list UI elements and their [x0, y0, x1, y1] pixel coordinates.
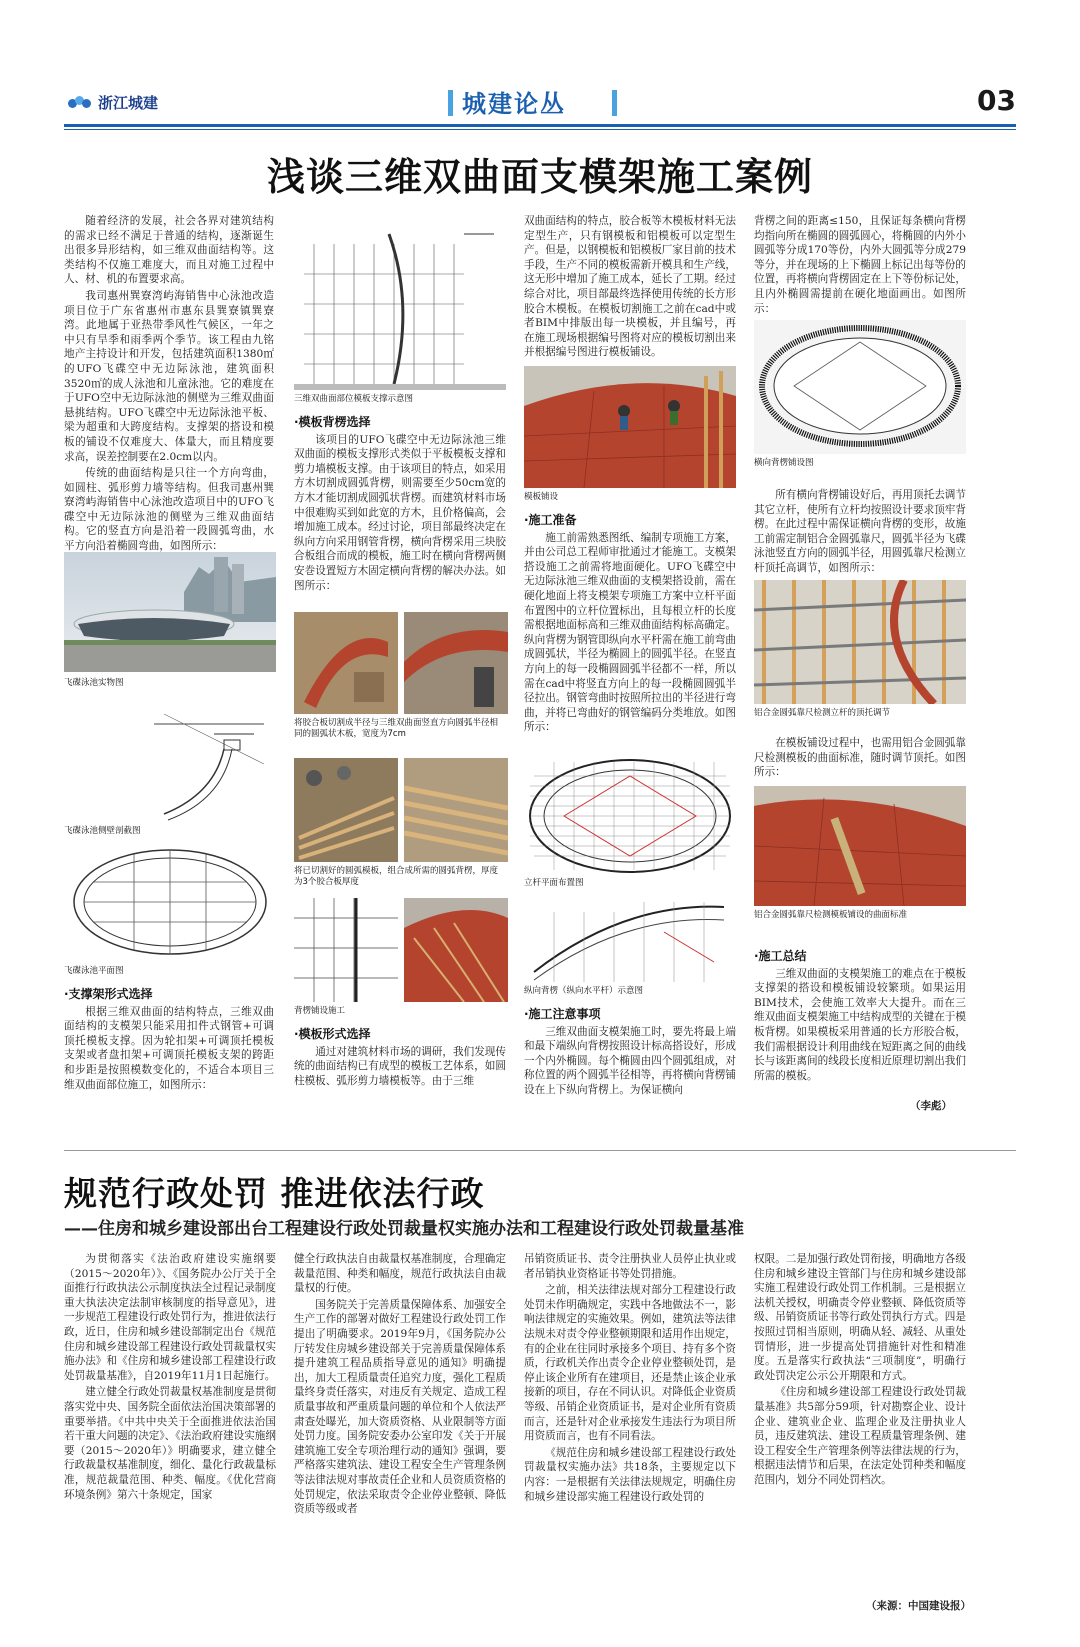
article2-paragraph: 健全行政执法自由裁量权基准制度，合理确定裁量范围、种类和幅度，规范行政执法自由裁量权的行使。 — [294, 1253, 506, 1295]
caption-pool-photo: 飞碟泳池实物图 — [64, 678, 124, 688]
header-rule — [64, 124, 1016, 127]
photo-ruler-poles — [754, 580, 966, 704]
article2-paragraph: 吊销资质证书、责令注册执业人员停止执业或者吊销执业资格证书等处罚措施。 — [524, 1253, 736, 1280]
article1-column-3-mid — [524, 508, 736, 737]
caption-combine: 将已切割好的圆弧模板，组合成所需的圆弧背楞，厚度为3个胶合板厚度 — [294, 866, 499, 887]
article1-paragraph: 根据三维双曲面的结构特点，三维双曲面结构的支模架只能采用扣件式钢管+可调顶托模板支撑。因为轮扣架+可调顶托模板支架或者盘扣架+可调顶托模板支架的跨距和步距是按照模数变化的，不适合本项目三维双曲面部位施工，如图所示： — [64, 1005, 274, 1091]
article2-paragraph: 为贯彻落实《法治政府建设实施纲要（2015～2020年）》、《国务院办公厅关于全面推行行政执法公示制度执法全过程记录制度重大执法决定法制审核制度的指导意见》，进一步规范工程建设行政处罚行为，推进依法行政，近日，住房和城乡建设部制定出台《规范住房和城乡建设部工程建设行政处罚裁量权实施办法》和《住房和城乡建设部工程建设行政处罚裁量基准》，自2019年11月1日起施行。 — [64, 1253, 276, 1382]
logo-icon — [68, 96, 92, 110]
photo-combine-1 — [294, 758, 398, 862]
heading-formwork-selection: ·模板形式选择 — [294, 1027, 371, 1041]
article2-column-4 — [754, 1252, 966, 1490]
caption-longitudinal-backing: 纵向背楞（纵向水平杆）示意图 — [524, 986, 644, 996]
photo-cut-plywood-1 — [294, 612, 398, 714]
article1-paragraph: 双曲面结构的特点，胶合板等木模板材料无法定型生产，只有钢模板和铝模板可以定型生产。但是，以钢模板和铝模板厂家目前的技术手段，生产不同的模板需新开模具和生产线，这无形中增加了施工成本，延长了工期。经过综合对比，项目部最终选择使用传统的长方形胶合木模板。在模板切割施工之前在cad中或者BIM中排版出每一块模板，并且编号，再在施工现场根据编号图将对应的模板切割出来并根据编号图进行模板铺设。 — [524, 215, 736, 359]
article-divider — [64, 1150, 1016, 1151]
publication-logo — [68, 92, 158, 113]
page-number: 03 — [977, 84, 1016, 117]
article1-column-2-lower — [294, 1022, 506, 1090]
heading-backing-selection: ·模板背楞选择 — [294, 415, 371, 429]
cross-backing-drawing — [754, 320, 966, 454]
page-header — [0, 0, 1080, 130]
article1-paragraph: 所有横向背楞铺设好后，再用顶托去调节其它立杆，使所有立杆均按照设计要求顶牢背楞。在此过程中需保证横向背楞的变形，故施工前需定制铝合金圆弧靠尺，圆弧半径为飞碟泳池竖直方向的圆弧半径，用圆弧靠尺检测立杆顶托高调节，如图所示： — [754, 489, 966, 574]
article1-paragraph: 随着经济的发展，社会各界对建筑结构的需求已经不满足于普通的结构，逐渐诞生出很多异形结构，如三维双曲面结构等。这类结构不仅施工难度大，而且对施工过程中人、材、机的布置要求高。 — [64, 215, 274, 286]
ufo-pool-photo — [64, 552, 276, 672]
section-bar-right — [612, 90, 617, 116]
article2-paragraph: 建立健全行政处罚裁量权基准制度是贯彻落实党中央、国务院全面依法治国决策部署的重要举措。《中共中央关于全面推进依法治国若干重大问题的决定》、《法治政府建设实施纲要（2015～2020年）》明确要求，建立健全行政裁量权基准制度，细化、量化行政裁量标准，规范裁量范围、种类、幅度。《优化营商环境条例》第六十条规定，国家 — [64, 1386, 276, 1501]
caption-laying: 背楞铺设施工 — [294, 1006, 346, 1016]
article1-paragraph: 通过对建筑材料市场的调研，我们发现传统的曲面结构已有成型的模板工艺体系，如圆柱模板、弧形剪力墙模板等。由于三维 — [294, 1045, 506, 1087]
article1-column-3 — [524, 214, 736, 362]
article2-column-3 — [524, 1252, 736, 1506]
article2-source: （来源：中国建设报） — [866, 1600, 971, 1612]
article1-paragraph: 在模板铺设过程中，也需用铝合金圆弧靠尺检测模板的曲面标准，随时调节顶托。如图所示： — [754, 737, 966, 779]
article2-paragraph: 权限。二是加强行政处罚衔接，明确地方各级住房和城乡建设主管部门与住房和城乡建设部实施工程建设行政处罚工作机制。三是根据立法机关授权，明确责令停业整顿、降低资质等级、吊销资质证书等行政处罚执行方式。四是按照过罚相当原则，明确从轻、减轻、从重处罚情形，进一步提高处罚措施针对性和精准度。五是落实行政执法“三项制度”，明确行政处罚决定公示公开期限和方式。 — [754, 1253, 966, 1382]
photo-formwork-laying — [524, 366, 736, 488]
caption-cross-backing: 横向背楞铺设图 — [754, 458, 814, 468]
article1-column-4-lower — [754, 944, 966, 1085]
caption-side-section: 飞碟泳池侧壁剖截图 — [64, 826, 141, 836]
article1-column-4-mid — [754, 488, 966, 578]
pool-plan-drawing — [64, 842, 276, 962]
article1-column-4-mid2 — [754, 736, 966, 782]
article2-paragraph: 之前，相关法律法规对部分工程建设行政处罚未作明确规定，实践中各地做法不一，影响法律规定的实施效果。例如，建筑法等法律法规未对责令停业整顿期限和适用作出规定，有的企业在往同时承接多个项目、持有多个资质，行政机关作出责令企业停业整顿处罚，是停止该企业所有在建项目，还是禁止该企业承接新的项目，存在不同认识。对降低企业资质等级、吊销企业资质证书，是对企业所有资质而言，还是针对企业承接发生违法行为项目所用资质而言，也有不同看法。 — [524, 1284, 736, 1443]
section-bar-left — [448, 90, 453, 116]
pool-side-section-drawing — [64, 694, 276, 822]
article1-column-1-lower — [64, 982, 274, 1094]
heading-support-frame: ·支撑架形式选择 — [64, 987, 153, 1001]
article1-column-3-lower — [524, 1002, 736, 1100]
longitudinal-backing-drawing — [524, 892, 736, 982]
article1-paragraph: 背楞之间的距离≤150，且保证每条横向背楞均指向所在椭圆的圆弧圆心，将椭圆的内外小圆弧等分成170等份，内外大圆弧等分成279等分，并在现场的上下椭圆上标记出每等份的位置，再将横向背楞固定在上下等份标记处，且内外椭圆需提前在硬化地面画出。如图所示： — [754, 215, 966, 315]
article1-paragraph: 三维双曲面的支模架施工的难点在于模板支撑架的搭设和模板铺设较繁琐。如果运用BIM技术，会使施工效率大大提升。而在三维双曲面支模架施工中结构成型的关键在于模板背楞。如果模板采用普通的长方形胶合板，我们需根据设计利用曲线在短距离之间的曲线长与该距离间的线段长度相近原理切割出我们所需的模板。 — [754, 967, 966, 1082]
caption-plan: 飞碟泳池平面图 — [64, 966, 124, 976]
article2-column-1 — [64, 1252, 276, 1504]
header-rule-thin — [64, 129, 1016, 130]
caption-ruler-poles: 铝合金圆弧靠尺检测立杆的顶托调节 — [754, 708, 891, 718]
logo-text: 浙江城建 — [98, 94, 159, 112]
article1-title: 浅谈三维双曲面支模架施工案例 — [266, 155, 813, 199]
caption-support-diagram: 三维双曲面部位模板支撑示意图 — [294, 394, 414, 404]
article1-column-2 — [294, 410, 506, 595]
article2-subtitle: ——住房和城乡建设部出台工程建设行政处罚裁量权实施办法和工程建设行政处罚裁量基准 — [64, 1219, 744, 1239]
article1-paragraph: 施工前需熟悉图纸、编制专项施工方案，并由公司总工程师审批通过才能施工。支模架搭设施工之前需将地面硬化。UFO飞碟空中无边际泳池三维双曲面的支模架搭设前，需在硬化地面上将支模架专项施工方案中立杆平面布置图中的立杆位置标出，且每根立杆的长度需根据地面标高和三维双曲面结构标高确定。纵向背楞为钢管即纵向水平杆需在施工前弯曲成圆弧状，半径为椭圆上的圆弧半径。在竖直方向上的每一段椭圆圆弧半径都不一样，所以需在cad中将竖直方向上的每一段椭圆圆弧半径拉出。钢管弯曲时按照所拉出的半径进行弯曲，并将已弯曲好的钢管编码分类堆放。如图所示： — [524, 531, 736, 734]
article2-paragraph: 《住房和城乡建设部工程建设行政处罚裁量基准》共5部分59项，针对勘察企业、设计企业、建筑业企业、监理企业及注册执业人员，违反建筑法、建设工程质量管理条例、建设工程安全生产管理条例等法律法规的行为，根据违法情节和后果，在法定处罚种类和幅度范围内，划分不同处罚档次。 — [754, 1386, 966, 1486]
article1-paragraph: 传统的曲面结构是只往一个方向弯曲，如圆柱、弧形剪力墙等结构。但我司惠州巽寮湾屿海销售中心泳池改造项目中的UFO飞碟空中无边际泳池的侧壁为三维双曲面结构。它的竖直方向是沿着一段圆弧弯曲，水平方向沿着椭圆弯曲，如图所示： — [64, 467, 274, 553]
photo-backing-laying — [404, 898, 508, 1002]
article1-author: （李彪） — [910, 1100, 952, 1112]
section-title: 城建论丛 — [462, 90, 566, 118]
heading-summary: ·施工总结 — [754, 949, 807, 963]
caption-formwork-laying: 模板铺设 — [524, 492, 559, 502]
caption-pole-plan: 立杆平面布置图 — [524, 878, 584, 888]
article1-paragraph: 我司惠州巽寮湾屿海销售中心泳池改造项目位于广东省惠州市惠东县巽寮镇巽寮湾。此地属于亚热带季风性气候区，一年之中只有旱季和雨季两个季节。该工程由九铭地产主持设计和开发，包括建筑面积1380㎡的UFO飞碟空中无边际泳池，建筑面积3520㎡的成人泳池和儿童泳池。它的难度在于UFO空中无边际泳池的侧壁为三维双曲面悬挑结构。UFO飞碟空中无边际泳池平板、梁为超重和大跨度结构。支撑架的搭设和模板的铺设不仅难度大、体量大，而且精度要求高，误差控制要在2.0cm以内。 — [64, 289, 274, 463]
drawing-backing-laying — [294, 898, 398, 1002]
photo-combine-2 — [404, 758, 508, 862]
heading-preparation: ·施工准备 — [524, 513, 577, 527]
article2-column-2 — [294, 1252, 506, 1519]
article2-paragraph: 《规范住房和城乡建设部工程建设行政处罚裁量权实施办法》共18条，主要规定以下内容：一是根据有关法律法规规定，明确住房和城乡建设部实施工程建设行政处罚的 — [524, 1446, 736, 1503]
article1-paragraph: 三维双曲面支模架施工时，要先将最上端和最下端纵向背楞按照设计标高搭设好，形成一个内外椭圆。每个椭圆由四个圆弧组成，对称位置的两个圆弧半径相等，再将横向背楞铺设在上下纵向背楞上。为保证横向 — [524, 1025, 736, 1096]
pole-plan-drawing — [524, 756, 736, 876]
article2-title: 规范行政处罚 推进依法行政 — [64, 1174, 485, 1213]
heading-construction-notes: ·施工注意事项 — [524, 1007, 601, 1021]
article2-paragraph: 国务院关于完善质量保障体系、加强安全生产工作的部署对做好工程建设行政处罚工作提出了明确要求。2019年9月，《国务院办公厅转发住房城乡建设部关于完善质量保障体系提升建筑工程品质指导意见的通知》明确提出，加大工程质量责任追究力度，强化工程质量终身责任落实，对违反有关规定、造成工程质量事故和严重质量问题的单位和个人依法严肃查处曝光，加大资质资格、从业限制等方面处罚力度。国务院安委办公室印发《关于开展建筑施工安全专项治理行动的通知》强调，要严格落实建筑法、建设工程安全生产管理条例等法律法规对事故责任企业和人员资质资格的处罚规定，依法采取责令企业停业整顿、降低资质等级或者 — [294, 1298, 506, 1516]
article1-column-1 — [64, 214, 274, 556]
caption-ruler-formwork: 铝合金圆弧靠尺检测模板铺设的曲面标准 — [754, 910, 908, 920]
caption-cut-plywood: 将胶合板切割成半径与三维双曲面竖直方向圆弧半径相同的圆弧状木板，宽度为7cm — [294, 718, 499, 739]
article1-column-4 — [754, 214, 966, 318]
photo-cut-plywood-2 — [404, 612, 508, 714]
photo-ruler-formwork — [754, 786, 966, 906]
support-diagram — [294, 214, 506, 390]
article1-paragraph: 该项目的UFO飞碟空中无边际泳池三维双曲面的模板支撑形式类似于平板模板支撑和剪力墙模板支撑。由于该项目的特点，如采用方木切割成圆弧背楞，则需要至少50cm宽的方木才能切割成圆弧状背楞。而建筑材料市场中很难购买到如此宽的方木，且价格偏高，会增加施工成本。经过讨论，项目部最终决定在纵向方向采用钢管背楞，横向背楞采用三块胶合板组合而成的模板，施工时在横向背楞两侧安巻设置短方木固定横向背楞的解决办法。如图所示： — [294, 433, 506, 592]
